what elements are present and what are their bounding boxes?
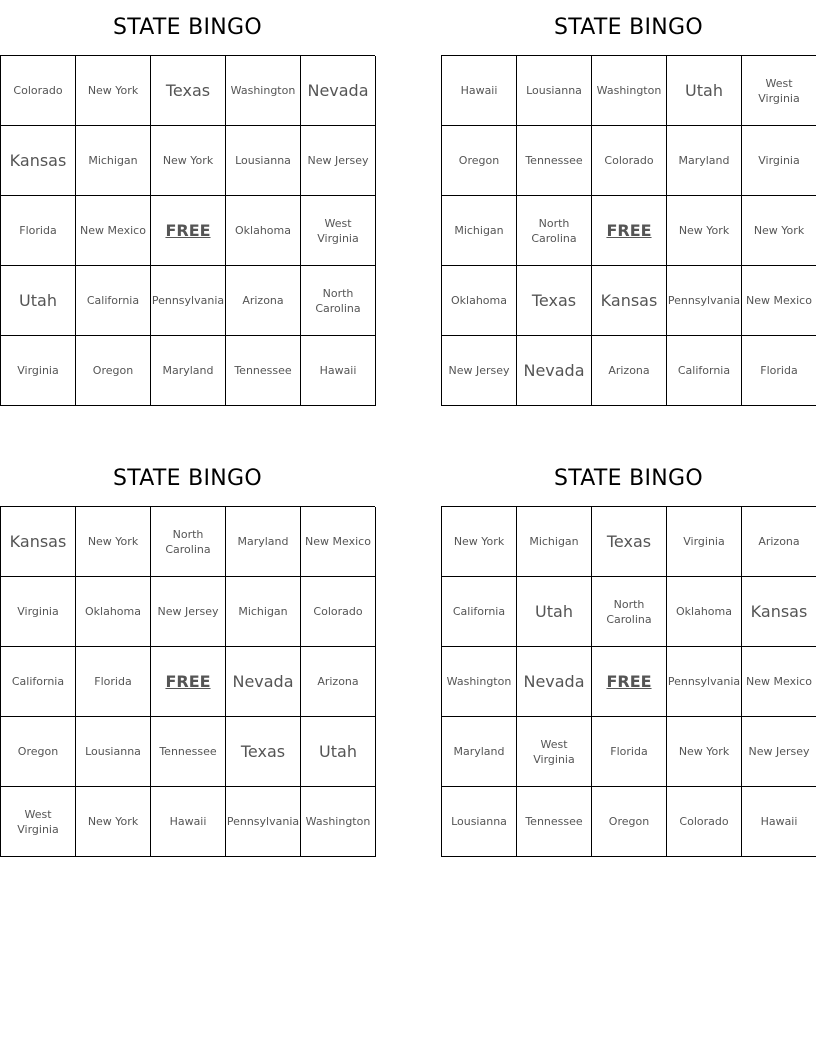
bingo-cell: Hawaii xyxy=(742,787,816,857)
bingo-cell: Texas xyxy=(592,507,667,577)
bingo-cell: Lousianna xyxy=(517,56,592,126)
bingo-cell: Kansas xyxy=(742,577,816,647)
card-title: STATE BINGO xyxy=(553,15,704,40)
bingo-cell: Michigan xyxy=(76,126,151,196)
bingo-cell: Utah xyxy=(517,577,592,647)
bingo-cell: Utah xyxy=(1,266,76,336)
bingo-cell: Michigan xyxy=(517,507,592,577)
bingo-cell: Arizona xyxy=(742,507,816,577)
bingo-cell: Kansas xyxy=(1,126,76,196)
bingo-cell: Colorado xyxy=(592,126,667,196)
bingo-cell: Texas xyxy=(517,266,592,336)
bingo-cell: West Virginia xyxy=(1,787,76,857)
bingo-cell: Utah xyxy=(667,56,742,126)
bingo-cell: California xyxy=(76,266,151,336)
card-title: STATE BINGO xyxy=(112,466,263,491)
bingo-cell: New York xyxy=(442,507,517,577)
bingo-cell: Oregon xyxy=(592,787,667,857)
bingo-cell: New York xyxy=(151,126,226,196)
bingo-cell: Maryland xyxy=(151,336,226,406)
bingo-grid xyxy=(441,506,816,857)
bingo-cell: Florida xyxy=(742,336,816,406)
bingo-cell: Pennsylvania xyxy=(667,266,742,336)
bingo-cell: West Virginia xyxy=(517,717,592,787)
bingo-cell: Texas xyxy=(151,56,226,126)
bingo-cell: California xyxy=(1,647,76,717)
bingo-cell: New Jersey xyxy=(301,126,376,196)
bingo-cell: Maryland xyxy=(667,126,742,196)
bingo-cell: New Mexico xyxy=(76,196,151,266)
bingo-card-1 xyxy=(0,0,375,406)
bingo-cell: Virginia xyxy=(667,507,742,577)
bingo-cell: New York xyxy=(667,196,742,266)
bingo-cell: New York xyxy=(76,56,151,126)
bingo-cell: Colorado xyxy=(1,56,76,126)
bingo-cell: New Mexico xyxy=(742,266,816,336)
bingo-cell: Lousianna xyxy=(442,787,517,857)
bingo-cell: New Jersey xyxy=(742,717,816,787)
bingo-cell: Kansas xyxy=(592,266,667,336)
bingo-cell: Maryland xyxy=(226,507,301,577)
bingo-cell: Tennessee xyxy=(226,336,301,406)
bingo-cell: Oklahoma xyxy=(76,577,151,647)
bingo-cell: West Virginia xyxy=(742,56,816,126)
bingo-cell: Arizona xyxy=(592,336,667,406)
bingo-cell: Florida xyxy=(1,196,76,266)
bingo-cell: Colorado xyxy=(667,787,742,857)
bingo-cell: Texas xyxy=(226,717,301,787)
bingo-cell: Lousianna xyxy=(76,717,151,787)
bingo-cell: California xyxy=(667,336,742,406)
bingo-cell: Washington xyxy=(226,56,301,126)
bingo-cell: Washington xyxy=(592,56,667,126)
bingo-cell: New York xyxy=(76,507,151,577)
bingo-cell: Pennsylvania xyxy=(226,787,301,857)
bingo-grid xyxy=(0,506,375,857)
bingo-cell: North Carolina xyxy=(592,577,667,647)
bingo-grid xyxy=(441,55,816,406)
bingo-cell: Hawaii xyxy=(442,56,517,126)
bingo-cell: Oregon xyxy=(442,126,517,196)
bingo-cell: Nevada xyxy=(517,647,592,717)
bingo-cell: Florida xyxy=(76,647,151,717)
bingo-cell: North Carolina xyxy=(151,507,226,577)
bingo-cell: New York xyxy=(667,717,742,787)
bingo-cell: Oklahoma xyxy=(442,266,517,336)
bingo-cell: Michigan xyxy=(442,196,517,266)
free-space-cell: FREE xyxy=(592,196,667,266)
bingo-cell: Washington xyxy=(442,647,517,717)
bingo-cell: Utah xyxy=(301,717,376,787)
bingo-cell: Nevada xyxy=(226,647,301,717)
bingo-cell: Nevada xyxy=(517,336,592,406)
free-space-cell: FREE xyxy=(151,196,226,266)
bingo-cell: California xyxy=(442,577,517,647)
bingo-cell: Colorado xyxy=(301,577,376,647)
bingo-cell: Nevada xyxy=(301,56,376,126)
bingo-cell: Oregon xyxy=(1,717,76,787)
bingo-cell: New Mexico xyxy=(742,647,816,717)
bingo-card-4 xyxy=(441,451,816,857)
bingo-cell: Oklahoma xyxy=(667,577,742,647)
bingo-cell: New York xyxy=(76,787,151,857)
bingo-cell: Arizona xyxy=(301,647,376,717)
bingo-cell: Oklahoma xyxy=(226,196,301,266)
bingo-cell: Virginia xyxy=(742,126,816,196)
bingo-cell: Virginia xyxy=(1,336,76,406)
bingo-cell: Pennsylvania xyxy=(667,647,742,717)
bingo-cell: Lousianna xyxy=(226,126,301,196)
free-space-cell: FREE xyxy=(151,647,226,717)
bingo-cell: Maryland xyxy=(442,717,517,787)
card-title: STATE BINGO xyxy=(553,466,704,491)
bingo-cell: Arizona xyxy=(226,266,301,336)
bingo-cell: New Jersey xyxy=(151,577,226,647)
bingo-cell: Tennessee xyxy=(517,787,592,857)
bingo-cell: Hawaii xyxy=(301,336,376,406)
bingo-card-3 xyxy=(0,451,375,857)
bingo-cell: Tennessee xyxy=(517,126,592,196)
bingo-card-2 xyxy=(441,0,816,406)
bingo-cell: Oregon xyxy=(76,336,151,406)
bingo-cell: New York xyxy=(742,196,816,266)
bingo-cell: Washington xyxy=(301,787,376,857)
bingo-cell: New Jersey xyxy=(442,336,517,406)
bingo-grid xyxy=(0,55,375,406)
bingo-cell: West Virginia xyxy=(301,196,376,266)
bingo-cell: Kansas xyxy=(1,507,76,577)
bingo-cell: Hawaii xyxy=(151,787,226,857)
bingo-cell: North Carolina xyxy=(517,196,592,266)
bingo-cell: Virginia xyxy=(1,577,76,647)
bingo-cell: Pennsylvania xyxy=(151,266,226,336)
bingo-cell: Tennessee xyxy=(151,717,226,787)
free-space-cell: FREE xyxy=(592,647,667,717)
card-title: STATE BINGO xyxy=(112,15,263,40)
bingo-cell: Florida xyxy=(592,717,667,787)
bingo-cell: New Mexico xyxy=(301,507,376,577)
bingo-cell: Michigan xyxy=(226,577,301,647)
bingo-cell: North Carolina xyxy=(301,266,376,336)
